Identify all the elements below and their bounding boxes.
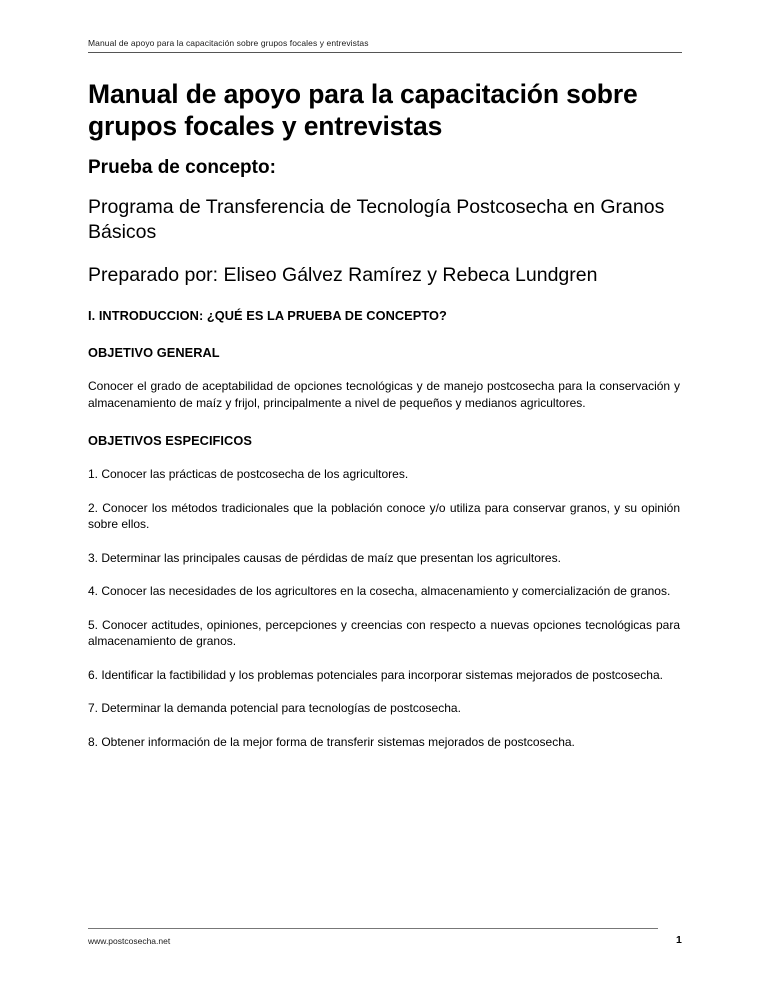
running-header (88, 38, 682, 61)
list-item: 3. Determinar las principales causas de pérdidas de maíz que presentan los agricultores. (88, 550, 561, 565)
footer-website-url: www.postcosecha.net (88, 936, 171, 946)
objetivos-especificos-list (88, 466, 680, 750)
running-header-title: Manual de apoyo para la capacitación sobre grupos focales y entrevistas (88, 38, 369, 48)
program-name: Programa de Transferencia de Tecnología Postcosecha en Granos Básicos (88, 196, 665, 243)
subheading-objetivos-especificos: OBJETIVOS ESPECIFICOS (88, 433, 252, 448)
section-heading-introduccion: I. INTRODUCCION: ¿QUÉ ES LA PRUEBA DE CONCEPTO? (88, 308, 447, 323)
list-item: 6. Identificar la factibilidad y los problemas potenciales para incorporar sistemas mejorados de postcosecha. (88, 667, 663, 682)
page-number: 1 (676, 934, 682, 946)
document-content (88, 78, 680, 750)
subtitle-label: Prueba de concepto: (88, 157, 276, 178)
page-footer (88, 928, 682, 958)
footer-divider (88, 928, 658, 929)
list-item: 7. Determinar la demanda potencial para tecnologías de postcosecha. (88, 701, 461, 715)
subheading-objetivo-general: OBJETIVO GENERAL (88, 345, 220, 360)
list-item: 4. Conocer las necesidades de los agricultores en la cosecha, almacenamiento y comercialización de granos. (88, 584, 671, 598)
byline: Preparado por: Eliseo Gálvez Ramírez y Rebeca Lundgren (88, 264, 598, 286)
list-item: 2. Conocer los métodos tradicionales que la población conoce y/o utiliza para conservar granos, y su opinión sobre ellos. (88, 500, 680, 531)
page-title: Manual de apoyo para la capacitación sobre grupos focales y entrevistas (88, 79, 638, 141)
header-divider (88, 52, 682, 53)
list-item: 1. Conocer las prácticas de postcosecha de los agricultores. (88, 467, 409, 481)
objetivo-general-text: Conocer el grado de aceptabilidad de opciones tecnológicas y de manejo postcosecha para la conservación y almacenamiento de maíz y frijol, principalmente a nivel de pequeños y medianos agricultores. (88, 379, 680, 410)
list-item: 8. Obtener información de la mejor forma de transferir sistemas mejorados de postcosecha. (88, 734, 575, 749)
list-item: 5. Conocer actitudes, opiniones, percepciones y creencias con respecto a nuevas opciones tecnológicas para almacenamiento de granos. (88, 617, 680, 648)
